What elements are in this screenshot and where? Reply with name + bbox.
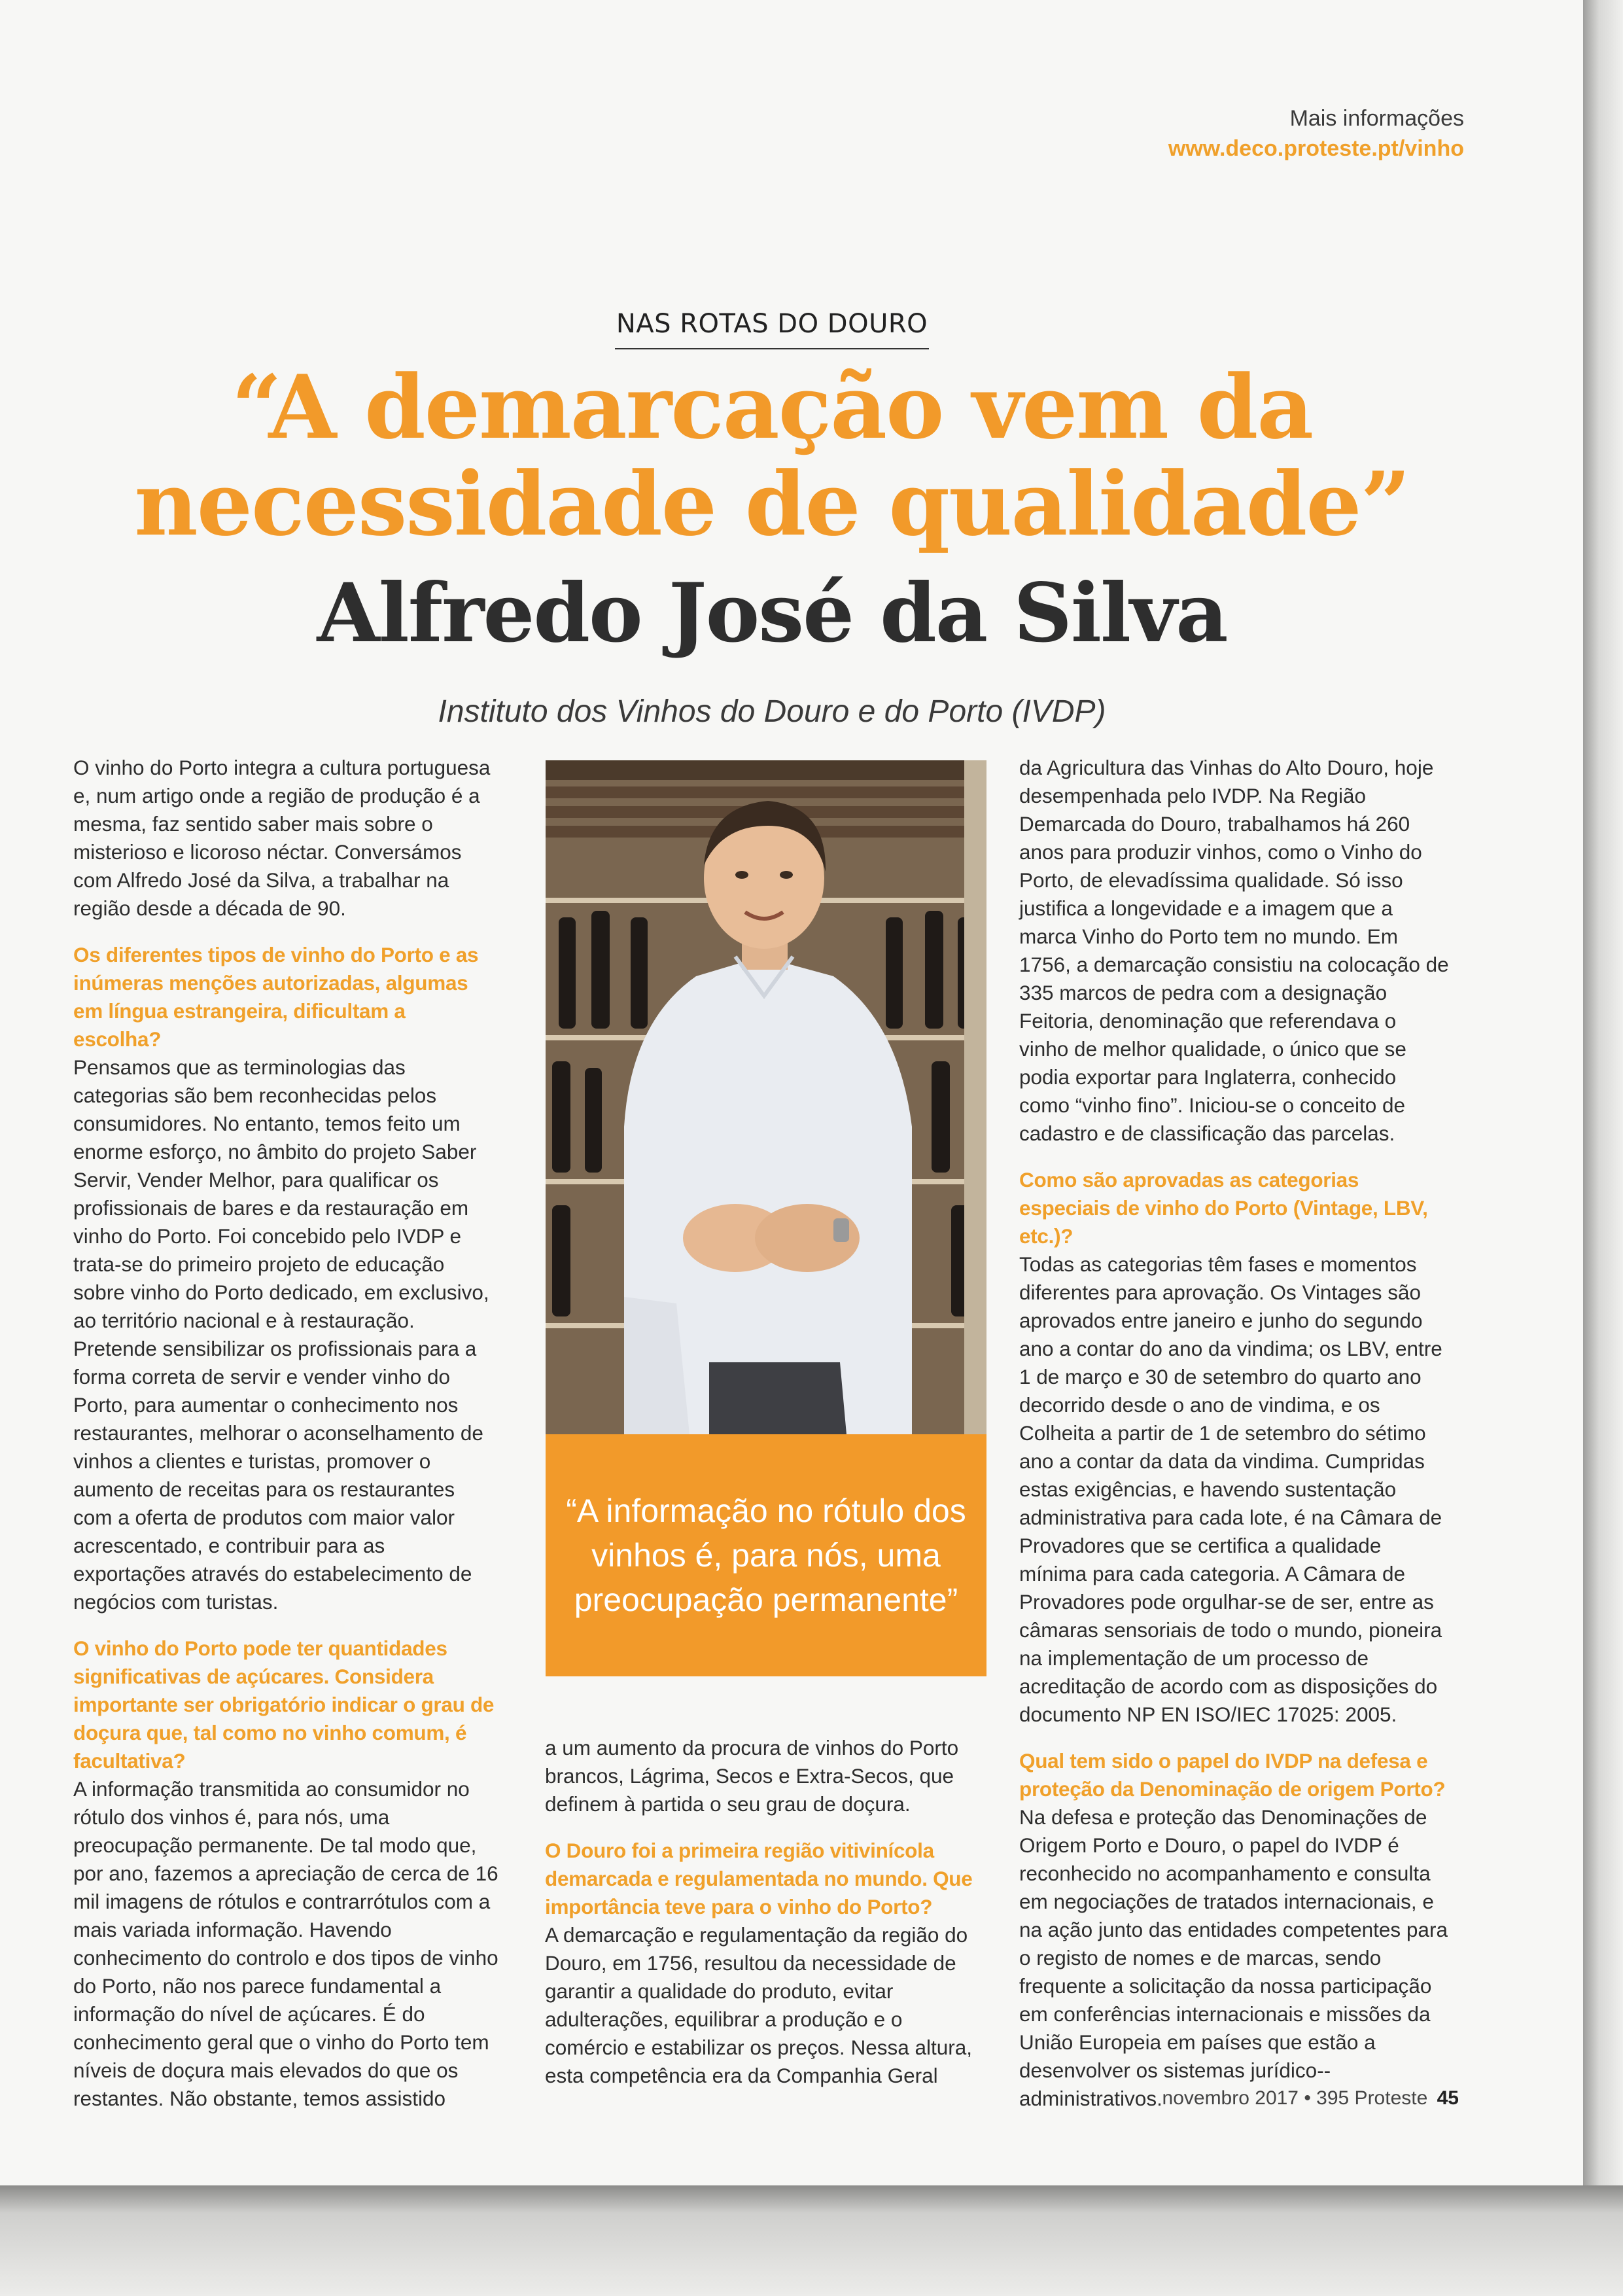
interviewee-affiliation: Instituto dos Vinhos do Douro e do Porto (IVDP) — [438, 694, 1106, 729]
page-edge — [1583, 0, 1623, 2185]
headline — [92, 355, 1452, 556]
page-number: 45 — [1437, 2087, 1459, 2109]
answer-1: Pensamos que as terminologias das categorias são bem reconhecidas pelos consumidores. No entanto, temos feito um enorme esforço, no âmbito do projeto Saber Servir, Vender Melhor, para qualificar os profissionais de bares e da restauração em vinho do Porto. Foi concebido pelo IVDP e trata-se do primeiro projeto de educação sobre vinho do Porto dedicado, em exclusivo, ao território nacional e à restauração. Pretende sensibilizar os profissionais para a forma correta de servir e vender vinho do Porto, para aumentar o conhecimento nos restaurantes, melhorar o aconselhamento de vinhos a clientes e turistas, promover o aumento de receitas para os restaurantes com a oferta de produtos com maior valor acrescentado, e contribuir para as exportações através do estabelecimento de negócios com turistas. — [73, 1055, 489, 1614]
qa-block-3 — [545, 1837, 990, 2090]
answer-5: Na defesa e proteção das Denominações de Origem Porto e Douro, o papel do IVDP é reconhecido no acompanhamento e consulta em negociações de tratados internacionais, e na ação junto das entidades competentes para o registo de nomes e de marcas, sendo frequente a solicitação da nossa participação em conferências internacionais e missões da União Europeia em países que estão a desenvolver os sistemas jurídico--administrativos. — [1019, 1805, 1448, 2110]
issue-info: novembro 2017 • 395 Proteste — [1162, 2087, 1428, 2109]
question-3: O Douro foi a primeira região vitivinícola demarcada e regulamentada no mundo. Que importância teve para o vinho do Porto? — [545, 1839, 973, 1918]
pull-quote: “A informação no rótulo dos vinhos é, para nós, uma preocupação permanente” — [546, 1434, 986, 1676]
question-2: O vinho do Porto pode ter quantidades significativas de açúcares. Considera importante ser obrigatório indicar o grau de doçura que, tal como no vinho comum, é facultativa? — [73, 1636, 495, 1773]
headline-line-2: necessidade de qualidade” — [134, 452, 1410, 556]
page-footer — [1162, 2087, 1459, 2110]
answer-3: A demarcação e regulamentação da região do Douro, em 1756, resultou da necessidade de garantir a qualidade do produto, evitar adulterações, equilibrar a produção e o comércio e estabilizar os preços. Nessa altura, esta competência era da Companhia Geral — [545, 1923, 973, 2087]
column-1 — [73, 754, 498, 2131]
more-info-link[interactable]: www.deco.proteste.pt/vinho — [1168, 136, 1464, 161]
qa-block-1 — [73, 941, 498, 1616]
portrait-photo — [546, 760, 986, 1434]
more-info — [1168, 103, 1464, 164]
interviewee-name: Alfredo José da Silva — [317, 566, 1227, 661]
portrait-illustration — [546, 760, 986, 1434]
answer-2-continued: a um aumento da procura de vinhos do Porto brancos, Lágrima, Secos e Extra-Secos, que definem à partida o seu grau de doçura. — [545, 1736, 959, 1816]
answer-3-continued: da Agricultura das Vinhas do Alto Douro, hoje desempenhada pelo IVDP. Na Região Demarcada do Douro, trabalhamos há 260 anos para produzir vinhos, como o Vinho do Porto, de elevadíssima qualidade. Só isso justifica a longevidade e a imagem que a marca Vinho do Porto tem no mundo. Em 1756, a demarcação consistiu na colocação de 335 marcos de pedra com a designação Feitoria, denominação que referendava o vinho de melhor qualidade, o único que se podia exportar para Inglaterra, conhecido como “vinho fino”. Iniciou-se o conceito de cadastro e de classificação das parcelas. — [1019, 756, 1449, 1145]
section-kicker: NAS ROTAS DO DOURO — [615, 309, 929, 349]
headline-line-1: “A demarcação vem da — [231, 355, 1313, 459]
column-2 — [545, 1734, 990, 2108]
answer-2: A informação transmitida ao consumidor no rótulo dos vinhos é, para nós, uma preocupação permanente. De tal modo que, por ano, fazemos a apreciação de cerca de 16 mil imagens de rótulos e contrarrótulos com a mais variada informação. Havendo conhecimento do controlo e dos tipos de vinho do Porto, não nos parece fundamental a informação do nível de açúcares. É do conhecimento geral que o vinho do Porto tem níveis de doçura mais elevados do que os restantes. Não obstante, temos assistido — [73, 1777, 498, 2110]
page-bottom-edge — [0, 2185, 1623, 2296]
more-info-label: Mais informações — [1289, 106, 1464, 131]
qa-block-2 — [73, 1634, 498, 2113]
answer-4: Todas as categorias têm fases e momentos diferentes para aprovação. Os Vintages são aprovados entre janeiro e junho do segundo ano a contar do ano da vindima; os LBV, entre 1 de março e 30 de setembro do quarto ano decorrido desde o ano de vindima, e os Colheita a partir de 1 de setembro do sétimo ano a contar da data da vindima. Cumpridas estas exigências, e havendo sustentação administrativa para cada lote, é na Câmara de Provadores que se certifica a qualidade mínima para cada categoria. A Câmara de Provadores pode orgulhar-se de ser, entre as câmaras sensoriais de todo o mundo, pioneira na implementação de um processo de acreditação de acordo com as disposições do documento NP EN ISO/IEC 17025: 2005. — [1019, 1252, 1442, 1726]
question-4: Como são aprovadas as categorias especiais de vinho do Porto (Vintage, LBV, etc.)? — [1019, 1168, 1428, 1248]
intro-paragraph: O vinho do Porto integra a cultura portuguesa e, num artigo onde a região de produção é a mesma, faz sentido saber mais sobre o misterioso e licoroso néctar. Conversámos com Alfredo José da Silva, a trabalhar na região desde a década de 90. — [73, 756, 491, 920]
question-5: Qual tem sido o papel do IVDP na defesa e proteção da Denominação de origem Porto? — [1019, 1749, 1446, 1801]
question-1: Os diferentes tipos de vinho do Porto e as inúmeras menções autorizadas, algumas em língua estrangeira, dificultam a escolha? — [73, 943, 479, 1051]
qa-block-4 — [1019, 1166, 1451, 1729]
column-3 — [1019, 754, 1451, 2131]
qa-block-5 — [1019, 1747, 1451, 2113]
